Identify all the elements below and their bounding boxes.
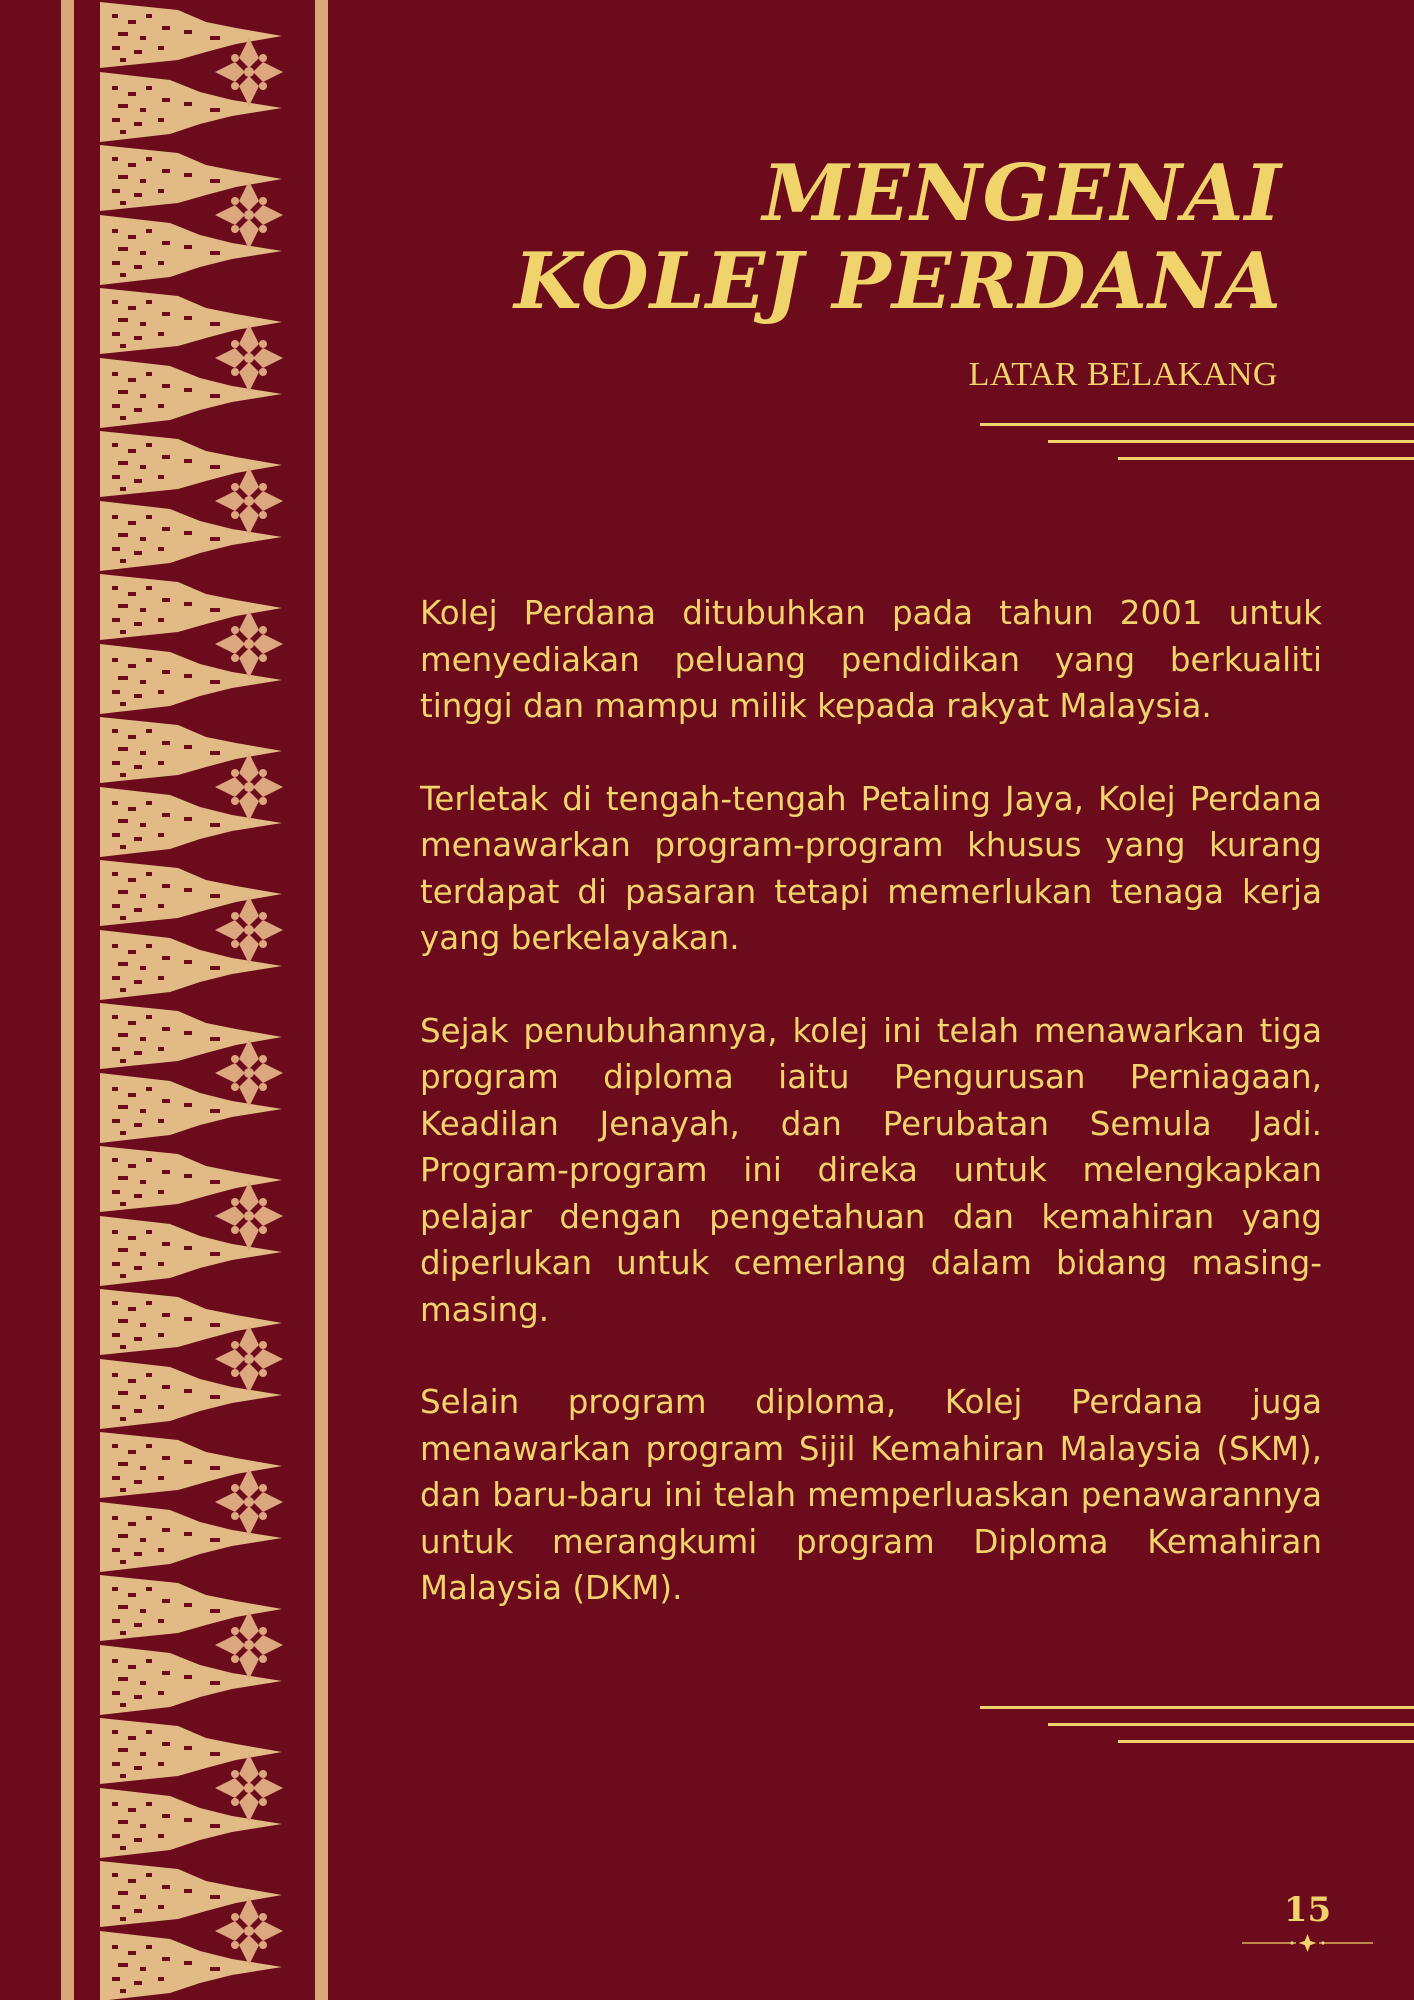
paragraph: Terletak di tengah-tengah Petaling Jaya, Kolej Perdana menawarkan program-program khusus yang kurang terdapat di pasaran tetapi memerlukan tenaga kerja yang berkelayakan. — [420, 779, 1322, 957]
rule-line — [1118, 457, 1414, 460]
decorative-rules-bottom — [980, 1706, 1414, 1746]
title-line-1: MENGENAI — [762, 148, 1282, 239]
body-text — [420, 590, 1322, 1658]
songket-border-decoration — [0, 0, 335, 2000]
rule-line — [1048, 440, 1414, 443]
page-title — [514, 150, 1282, 326]
rule-line — [1118, 1740, 1414, 1743]
page-number: 15 — [1283, 1890, 1332, 1930]
title-line-2: KOLEJ PERDANA — [514, 236, 1282, 327]
diamond-ornament-icon — [1240, 1933, 1375, 1953]
rule-line — [980, 1706, 1414, 1709]
rule-line — [1048, 1723, 1414, 1726]
rule-line — [980, 423, 1414, 426]
section-subtitle: LATAR BELAKANG — [968, 356, 1278, 393]
decorative-rules-top — [980, 423, 1414, 463]
songket-pattern-icon — [0, 0, 335, 2000]
border-stripe-left — [61, 0, 74, 2000]
paragraph: Kolej Perdana ditubuhkan pada tahun 2001 untuk menyediakan peluang pendidikan yang berkualiti tinggi dan mampu milik kepada rakyat Malaysia. — [420, 594, 1322, 725]
border-stripe-right — [315, 0, 328, 2000]
paragraph: Sejak penubuhannya, kolej ini telah menawarkan tiga program diploma iaitu Pengurusan Perniagaan, Keadilan Jenayah, dan Perubatan Semula Jadi. Program-program ini direka untuk melengkapkan pelajar dengan pengetahuan dan kemahiran yang diperlukan untuk cemerlang dalam bidang masing-masing. — [420, 1011, 1322, 1329]
paragraph: Selain program diploma, Kolej Perdana juga menawarkan program Sijil Kemahiran Malaysia (SKM), dan baru-baru ini telah memperluaskan penawarannya untuk merangkumi program Diploma Kemahiran Malaysia (DKM). — [420, 1383, 1322, 1607]
